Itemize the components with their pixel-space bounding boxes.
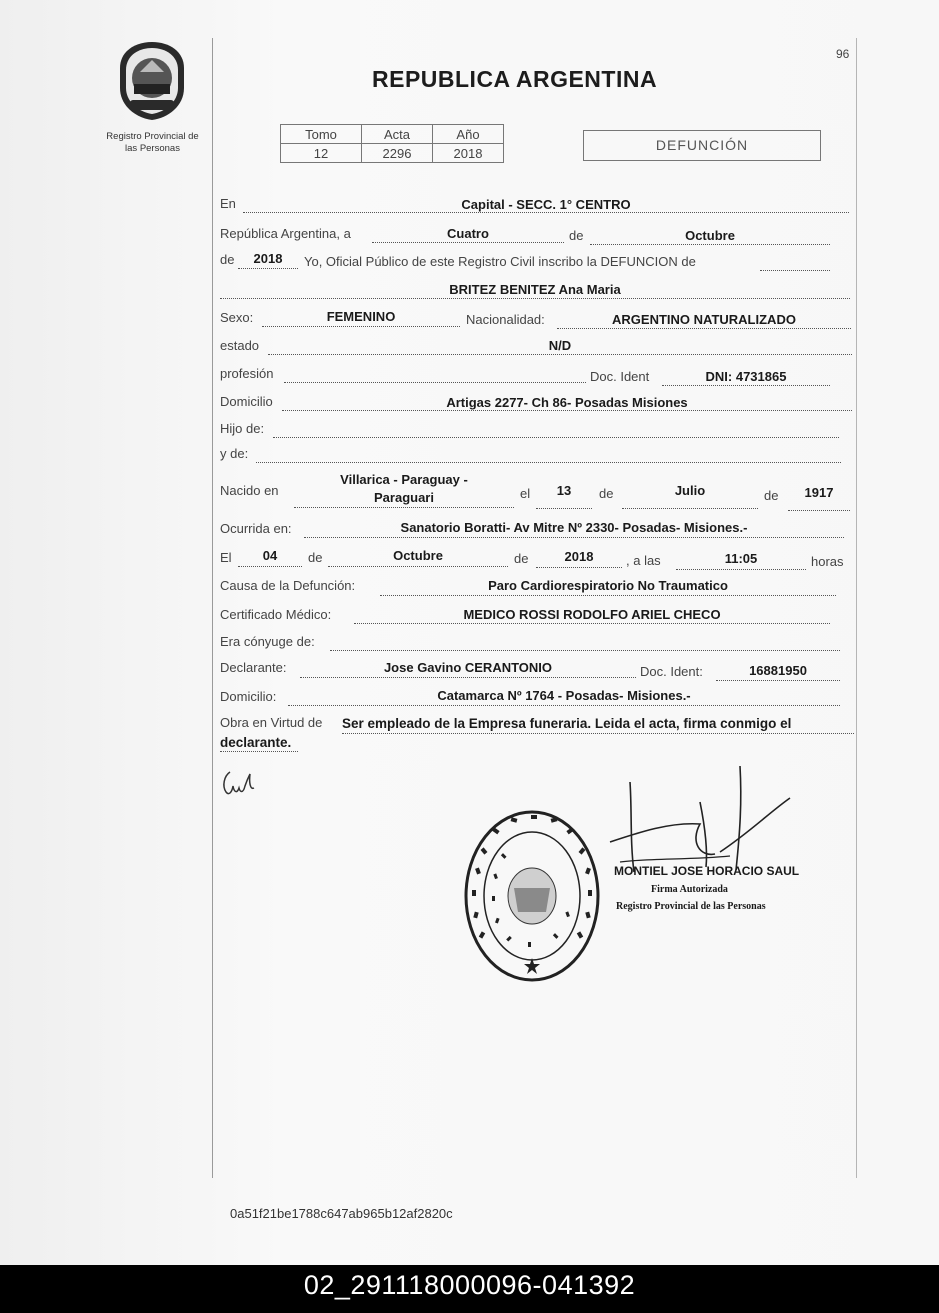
signatory-name: MONTIEL JOSE HORACIO SAUL (614, 864, 800, 878)
value-nacido-lugar-2: Paraguari (374, 490, 434, 505)
label-ocurrida-en: Ocurrida en: (220, 521, 292, 536)
label-certificado: Certificado Médico: (220, 607, 332, 622)
handwritten-initials (220, 766, 270, 800)
dotted-line (330, 650, 840, 651)
value-estado: N/D (548, 338, 572, 353)
dotted-line (536, 508, 592, 509)
label-nacionalidad: Nacionalidad: (466, 312, 545, 327)
logo-caption-line1: Registro Provincial de (106, 131, 199, 142)
dotted-line (256, 462, 841, 463)
label-sexo: Sexo: (220, 310, 254, 325)
tomo-header: Tomo (281, 125, 362, 144)
dotted-line (262, 326, 460, 327)
label-doc-ident: Doc. Ident (590, 369, 650, 384)
label-en: En (220, 196, 236, 211)
acta-header: Acta (362, 125, 433, 144)
dotted-line (294, 507, 514, 508)
value-dia: Cuatro (447, 226, 489, 241)
value-obra-2: declarante. (220, 735, 292, 750)
label-doc-ident-declarante: Doc. Ident: (640, 664, 703, 679)
value-nacido-lugar-1: Villarica - Paraguay - (340, 472, 468, 487)
value-lugar: Capital - SECC. 1° CENTRO (461, 197, 631, 212)
right-margin-line (856, 38, 857, 1178)
value-nacionalidad: ARGENTINO NATURALIZADO (612, 312, 796, 327)
label-domicilio-declarante: Domicilio: (220, 689, 277, 704)
record-type-box: DEFUNCIÓN (583, 130, 821, 161)
value-nacido-mes: Julio (674, 483, 706, 498)
label-nacido-en: Nacido en (220, 483, 279, 498)
signatory-role: Firma Autorizada (651, 884, 728, 895)
dotted-line (760, 270, 830, 271)
value-declarante: Jose Gavino CERANTONIO (383, 660, 553, 675)
label-y-de: y de: (220, 446, 249, 461)
dotted-line (662, 385, 830, 386)
dotted-line (304, 537, 844, 538)
value-obra-1: Ser empleado de la Empresa funeraria. Leida el acta, firma conmigo el (342, 716, 792, 731)
document-title: REPUBLICA ARGENTINA (372, 66, 658, 92)
value-def-dia: 04 (262, 548, 278, 563)
label-conyuge: Era cónyuge de: (220, 634, 315, 649)
label-estado: estado (220, 338, 260, 353)
label-de: de (569, 228, 584, 243)
value-declarante-domicilio: Catamarca Nº 1764 - Posadas- Misiones.- (437, 688, 691, 703)
dotted-line (282, 410, 852, 411)
signatory-organization: Registro Provincial de las Personas (616, 901, 766, 912)
page-number: 96 (836, 47, 850, 61)
logo-caption-line2: las Personas (125, 143, 180, 154)
value-nombre: BRITEZ BENITEZ Ana Maria (449, 282, 621, 297)
dotted-line (238, 268, 298, 269)
label-el: el (520, 486, 531, 501)
anio-value: 2018 (433, 144, 504, 163)
value-nacido-dia: 13 (556, 483, 572, 498)
value-def-anio: 2018 (564, 549, 594, 564)
label-de: de (220, 252, 235, 267)
value-doc: DNI: 4731865 (705, 369, 787, 384)
label-de: de (308, 550, 323, 565)
value-anio: 2018 (253, 251, 283, 266)
value-declarante-doc: 16881950 (749, 663, 807, 678)
label-republica: República Argentina, a (220, 226, 351, 241)
dotted-line (300, 677, 636, 678)
anio-header: Año (433, 125, 504, 144)
value-mes: Octubre (685, 228, 735, 243)
value-def-hora: 11:05 (724, 551, 758, 566)
dotted-line (284, 382, 586, 383)
dotted-line (354, 623, 830, 624)
dotted-line (380, 595, 836, 596)
dotted-line (220, 298, 850, 299)
value-nacido-anio: 1917 (804, 485, 834, 500)
value-certificado: MEDICO ROSSI RODOLFO ARIEL CHECO (463, 607, 721, 622)
value-ocurrida: Sanatorio Boratti- Av Mitre Nº 2330- Posadas- Misiones.- (400, 520, 748, 535)
dotted-line (273, 437, 839, 438)
label-de: de (599, 486, 614, 501)
label-causa: Causa de la Defunción: (220, 578, 356, 593)
value-domicilio: Artigas 2277- Ch 86- Posadas Misiones (446, 395, 688, 410)
dotted-line (788, 510, 850, 511)
document-hash: 0a51f21be1788c647ab965b12af2820c (230, 1206, 453, 1221)
dotted-line (622, 508, 758, 509)
dotted-line (342, 733, 854, 734)
provincial-shield-logo (112, 38, 192, 122)
label-el: El (220, 550, 232, 565)
dotted-line (590, 244, 830, 245)
value-sexo: FEMENINO (326, 309, 396, 324)
dotted-line (238, 566, 302, 567)
label-de: de (764, 488, 779, 503)
acta-value: 2296 (362, 144, 433, 163)
dotted-line (676, 569, 806, 570)
label-hijo-de: Hijo de: (220, 421, 265, 436)
label-profesion: profesión (220, 366, 274, 381)
left-margin-line (212, 38, 213, 1178)
dotted-line (372, 242, 564, 243)
value-def-mes: Octubre (393, 548, 443, 563)
label-domicilio: Domicilio (220, 394, 273, 409)
tomo-value: 12 (281, 144, 362, 163)
dotted-line (288, 705, 840, 706)
label-horas: horas (811, 554, 844, 569)
dotted-line (220, 751, 298, 752)
dotted-line (536, 567, 622, 568)
logo-caption (90, 131, 215, 155)
value-causa: Paro Cardiorespiratorio No Traumatico (488, 578, 728, 593)
official-seal (462, 808, 602, 984)
dotted-line (557, 328, 851, 329)
barcode-text: 02_291118000096-041392 (303, 1270, 636, 1300)
dotted-line (243, 212, 849, 213)
dotted-line (716, 680, 840, 681)
dotted-line (328, 566, 508, 567)
label-obra: Obra en Virtud de (220, 715, 323, 730)
label-de: de (514, 551, 529, 566)
label-declarante: Declarante: (220, 660, 287, 675)
record-table (280, 124, 504, 163)
label-inscribo: Yo, Oficial Público de este Registro Civil inscribo la DEFUNCION de (304, 254, 696, 269)
dotted-line (268, 354, 852, 355)
label-a-las: , a las (626, 553, 661, 568)
